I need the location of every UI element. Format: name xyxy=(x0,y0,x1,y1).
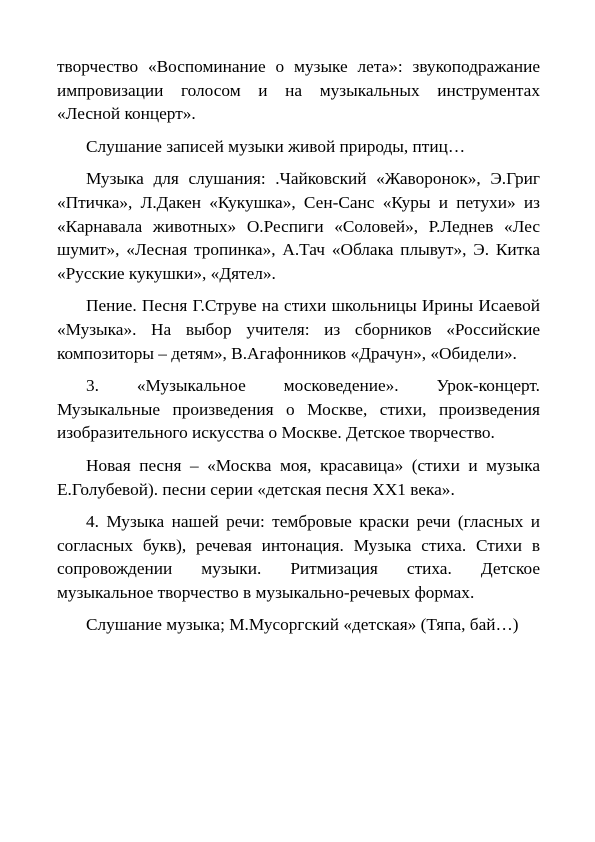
paragraph-singing: Пение. Песня Г.Струве на стихи школьницы Ирины Исаевой «Музыка». На выбор учителя: из сборников «Российские композиторы – детям», В.Агафонников «Драчун», «Обидели». xyxy=(57,296,540,363)
paragraph-summer-creativity: творчество «Воспоминание о музыке лета»: звукоподражание импровизации голосом и на музыкальных инструментах «Лесной концерт». xyxy=(57,57,540,124)
paragraph-speech-music: 4. Музыка нашей речи: тембровые краски речи (гласных и согласных букв), речевая интонация. Музыка стиха. Стихи в сопровождении музыки. Ритмизация стиха. Детское музыкальное творчество в музыкально-речевых формах. xyxy=(57,512,540,602)
paragraph-moscow-lesson: 3. «Музыкальное московедение». Урок-концерт. Музыкальные произведения о Москве, стихи, произведения изобразительного искусства о Москве. Детское творчество. xyxy=(57,376,540,443)
document-page xyxy=(57,55,540,646)
paragraph-nature-listening: Слушание записей музыки живой природы, птиц… xyxy=(86,136,466,156)
paragraph-listening-mussorgsky: Слушание музыка; М.Мусоргский «детская» (Тяпа, бай…) xyxy=(86,615,519,635)
paragraph-new-song: Новая песня – «Москва моя, красавица» (стихи и музыка Е.Голубевой). песни серии «детская песня ХХ1 века». xyxy=(57,455,540,499)
paragraph-music-list: Музыка для слушания: .Чайковский «Жаворонок», Э.Григ «Птичка», Л.Дакен «Кукушка», Сен-Санс «Куры и петухи» из «Карнавала животных» О.Респиги «Соловей», Р.Леднев «Лес шумит», «Лесная тропинка», А.Тач «Облака плывут», Э. Китка «Русские кукушки», «Дятел». xyxy=(57,169,540,283)
